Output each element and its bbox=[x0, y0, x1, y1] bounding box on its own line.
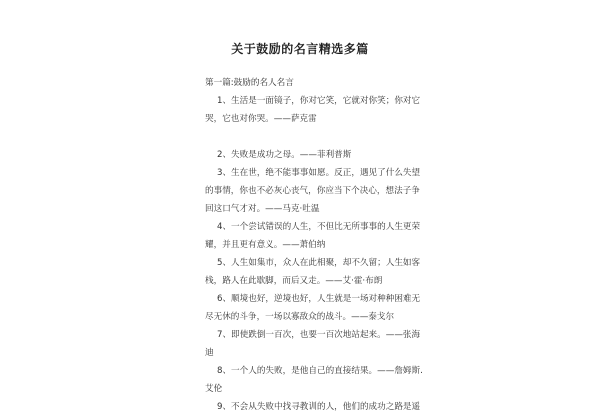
quote-line-7: 7、即使跌倒一百次，也要一百次地站起来。——张海 bbox=[217, 330, 421, 340]
document-title: 关于鼓励的名言精选多篇 bbox=[231, 42, 369, 56]
quote-line-3-cont-b: 回这口气才对。——马克·吐温 bbox=[205, 204, 320, 214]
document-body bbox=[205, 74, 423, 416]
quote-line-5-cont: 栈，路人在此歇脚，而后又走。——艾·霍·布朗 bbox=[205, 276, 383, 286]
quote-line-5: 5、人生如集市，众人在此相聚，却不久留；人生如客 bbox=[217, 258, 421, 268]
quote-line-3-cont-a: 的事情，你也不必灰心丧气，你应当下个决心，想法子争 bbox=[205, 186, 420, 196]
quote-line-2: 2、失败是成功之母。——菲利普斯 bbox=[217, 150, 352, 160]
quote-line-6-cont: 尽无休的斗争，一场以寡敌众的战斗。——泰戈尔 bbox=[205, 312, 395, 322]
section-heading: 第一篇:鼓励的名人名言 bbox=[205, 78, 294, 88]
blank-line bbox=[205, 128, 405, 146]
quote-line-1: 1、生活是一面镜子，你对它笑，它就对你笑；你对它 bbox=[217, 96, 421, 106]
quote-line-4-cont: 耀，并且更有意义。——萧伯纳 bbox=[205, 240, 326, 250]
quote-line-4: 4、一个尝试错误的人生，不但比无所事事的人生更荣 bbox=[217, 222, 421, 232]
quote-line-8-cont: 艾伦 bbox=[205, 384, 223, 394]
quote-line-1-cont: 哭，它也对你哭。——萨克雷 bbox=[205, 114, 317, 124]
quote-line-7-cont: 迪 bbox=[205, 348, 214, 358]
quote-line-6: 6、顺境也好，逆境也好，人生就是一场对种种困难无 bbox=[217, 294, 421, 304]
quote-line-9: 9、不会从失败中找寻教训的人，他们的成功之路是遥 bbox=[217, 402, 421, 412]
quote-line-8: 8、一个人的失败，是他自己的直接结果。——詹姆斯. bbox=[217, 366, 423, 376]
quote-line-3: 3、生在世，绝不能事事如愿。反正，遇见了什么失望 bbox=[217, 168, 421, 178]
